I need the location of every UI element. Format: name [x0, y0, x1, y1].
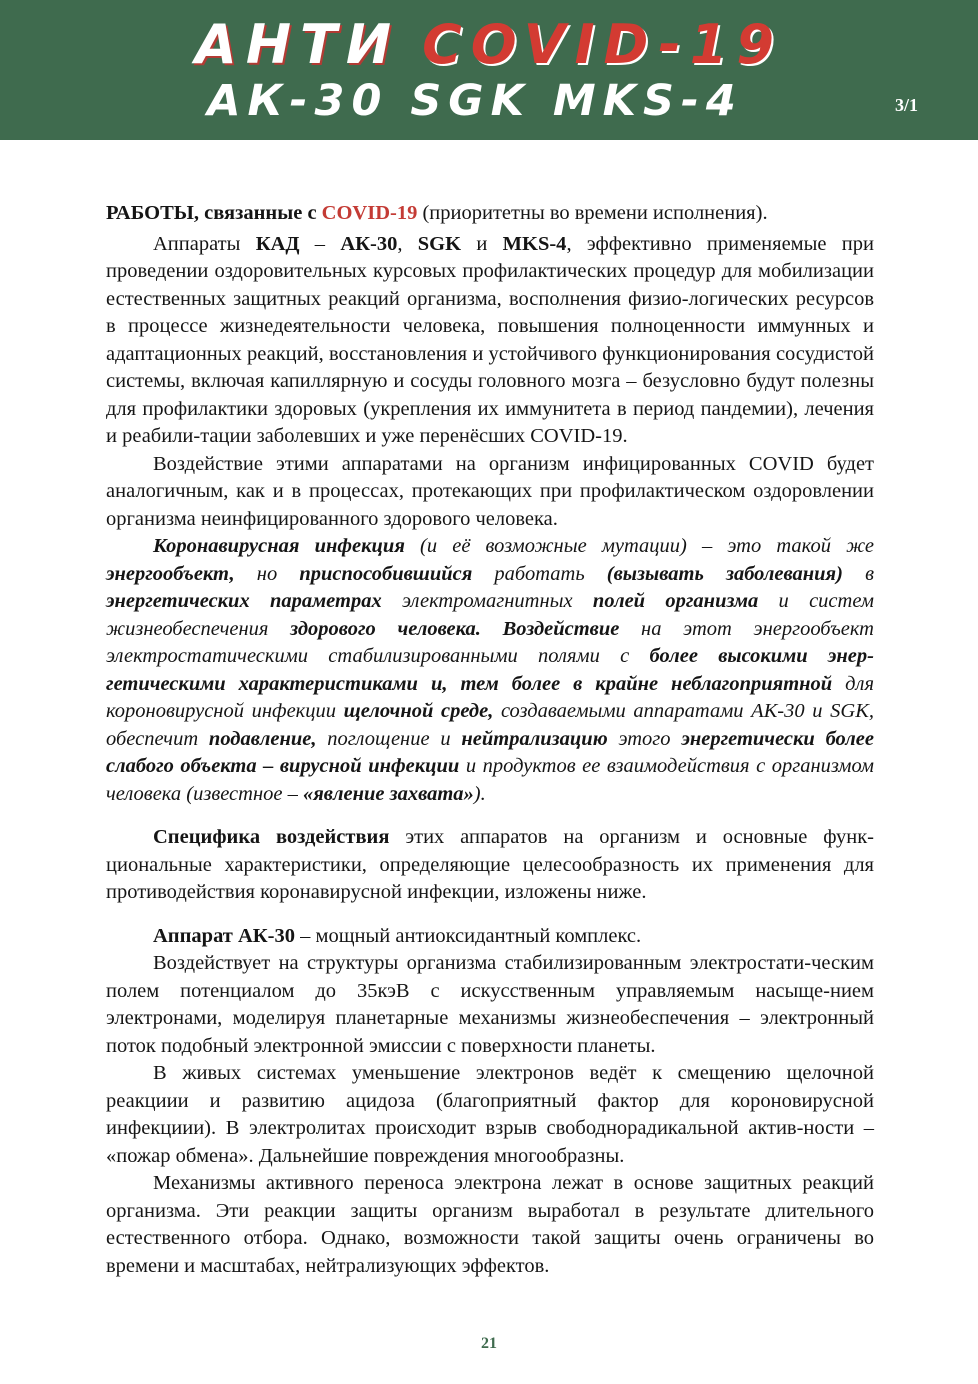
page-subtitle: АК-30 SGK MKS-4 [207, 76, 743, 126]
paragraph-mechanisms: Механизмы активного переноса электрона лежат в основе защитных реакций организма. Эти реакции защиты организм выработал в результате длительного естественного отбора. Однако, возможности такой защиты очень ограничены во времени и масштабах, нейтрализующих эффектов. [106, 1172, 874, 1277]
heading-text: РАБОТЫ, связанные с [106, 202, 322, 224]
paragraph-specifics: Специфика воздействия этих аппаратов на организм и основные функ-циональные характеристики, определяющие целесообразность их применения для противодействия коронавирусной инфекции, изложены ниже. [106, 826, 874, 903]
section-heading [106, 200, 874, 228]
paragraph-ak30-field: Воздействует на структуры организма стабилизированным электростати-ческим полем потенциалом до 35кэВ с искусственным управляемым насыще-нием электронами, моделируя планетарные механизмы жизнеобеспечения – электронный поток подобный электронной эмиссии с поверхности планеты. [106, 952, 874, 1057]
page-number: 21 [481, 1335, 497, 1352]
header-banner [0, 0, 978, 140]
title-anti: АНТИ [195, 13, 401, 76]
document-body [106, 200, 874, 1280]
paragraph-coronavirus: Коронавирусная инфекция (и её возможные мутации) – это такой же энергообъект, но приспособившийся работать (вызывать заболевания) в энергетических параметрах электромагнитных полей организма и систем жизнеобеспечения здорового человека. Воздействие на этот энергообъект электростатическими стабилизированными полями с более высокими энер-гетическими характеристиками и, тем более в крайне неблагоприятной для короновирусной инфекции щелочной среде, создаваемыми аппаратами АК-30 и SGK, обеспечит подавление, поглощение и нейтрализацию этого энергетически более слабого объекта – вирусной инфекции и продуктов ее взаимодействия с организмом человека (известное – «явление захвата»). [106, 535, 875, 805]
section-code: 3/1 [894, 95, 918, 115]
paragraph-devices: Аппараты КАД – АК-30, SGK и MKS-4, эффективно применяемые при проведении оздоровительных курсовых профилактических процедур для мобилизации естественных защитных реакций организма, восполнения физио-логических ресурсов в процессе жизнедеятельности человека, повышения полноценности иммунных и адаптационных реакций, восстановления и устойчивого функционирования сосудистой системы, включая капиллярную и сосуды головного мозга – безусловно будут полезны для профилактики здоровых (укрепления их иммунитета в период пандемии), лечения и реабили-тации заболевших и уже перенёсших COVID-19. [106, 232, 875, 447]
paragraph-ak30-title: Аппарат АК-30 – мощный антиоксидантный комплекс. [153, 924, 642, 947]
title-covid: COVID-19 [422, 13, 783, 76]
paragraph-effect: Воздействие этими аппаратами на организм инфицированных COVID будет аналогичным, как и в процессах, протекающих при профилактическом оздоровлении организма неинфицированного здорового человека. [106, 452, 874, 530]
heading-covid: COVID-19 [321, 202, 418, 224]
paragraph-electrons: В живых системах уменьшение электронов ведёт к смещению щелочной реакциии и развитию ацидоза (благоприятный фактор для короновирусной инфекциии). В электролитах происходит взрыв свободнорадикальной актив-ности – «пожар обмена». Дальнейшие повреждения многообразны. [106, 1062, 874, 1167]
page-title [0, 12, 978, 78]
heading-note: (приоритетны во времени исполнения). [417, 202, 768, 224]
